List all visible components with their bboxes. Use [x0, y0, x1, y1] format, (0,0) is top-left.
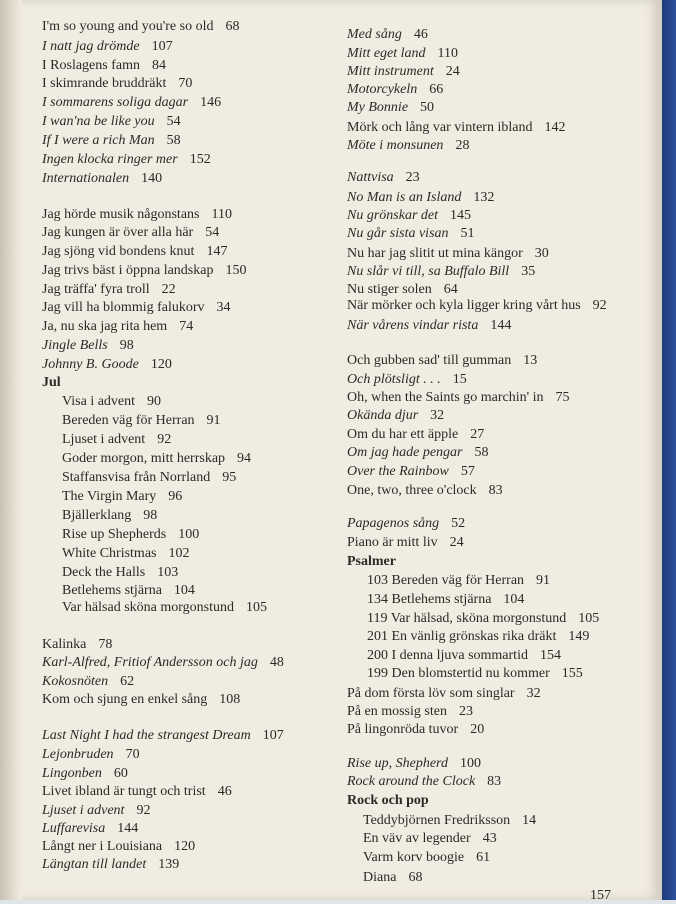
index-entry [367, 591, 524, 609]
index-entry [62, 582, 195, 600]
entry-title: Mitt eget land [347, 46, 426, 61]
entry-title: Om jag hade pengar [347, 445, 463, 460]
entry-page-number: 35 [521, 264, 536, 279]
index-entry [42, 299, 231, 317]
entry-page-number: 92 [136, 803, 151, 818]
entry-page-number: 155 [561, 666, 583, 681]
index-entry [42, 281, 176, 299]
index-entry [62, 564, 178, 582]
entry-title: 103 Bereden väg för Herran [367, 573, 525, 588]
entry-page-number: 91 [206, 413, 221, 428]
index-entry [347, 534, 464, 552]
entry-title: Nu stiger solen [347, 282, 432, 297]
index-entry [347, 703, 473, 721]
entry-title: När mörker och kyla ligger kring vårt hus [347, 298, 581, 313]
entry-page-number: 96 [168, 489, 183, 504]
index-entry [62, 599, 267, 617]
entry-title: Visa i advent [62, 394, 136, 409]
entry-page-number: 46 [217, 784, 232, 799]
entry-page-number: 48 [269, 655, 284, 670]
entry-page-number: 75 [555, 390, 570, 405]
entry-title: The Virgin Mary [62, 489, 157, 504]
index-entry [347, 371, 467, 389]
entry-page-number: 43 [482, 831, 497, 846]
entry-page-number: 22 [161, 282, 176, 297]
entry-title: Mitt instrument [347, 64, 434, 79]
index-entry [62, 507, 157, 525]
entry-title: Och gubben sad' till gumman [347, 353, 512, 368]
entry-title: Goder morgon, mitt herrskap [62, 451, 226, 466]
entry-title: Johnny B. Goode [42, 357, 139, 372]
index-entry [347, 81, 443, 99]
entry-page-number: 27 [470, 427, 485, 442]
entry-title: Var hälsad sköna morgonstund [62, 600, 234, 615]
entry-title: Betlehems stjärna [62, 583, 162, 598]
index-entry [347, 317, 511, 335]
index-entry [42, 654, 284, 672]
entry-page-number: 95 [222, 470, 237, 485]
entry-page-number: 144 [117, 821, 139, 836]
entry-page-number: 30 [534, 246, 549, 261]
index-entry [347, 63, 460, 81]
index-section-heading [347, 553, 396, 571]
index-entry [42, 838, 195, 856]
index-entry [367, 610, 599, 628]
index-entry [42, 243, 227, 261]
index-entry [42, 783, 232, 801]
index-entry [347, 755, 481, 773]
entry-page-number: 32 [430, 408, 445, 423]
entry-title: Varm korv boogie [363, 850, 465, 865]
entry-page-number: 13 [523, 353, 538, 368]
index-entry [42, 224, 219, 242]
entry-title: Mörk och lång var vintern ibland [347, 120, 533, 135]
index-entry [347, 137, 469, 155]
entry-page-number: 149 [568, 629, 590, 644]
index-entry [62, 431, 171, 449]
entry-title: Jag träffa' fyra troll [42, 282, 150, 297]
entry-title: Nu har jag slitit ut mina kängor [347, 246, 523, 261]
index-entry [363, 830, 497, 848]
index-entry [347, 169, 420, 187]
entry-title: Papagenos sång [347, 516, 440, 531]
entry-page-number: 100 [178, 527, 200, 542]
entry-title: Ja, nu ska jag rita hem [42, 319, 168, 334]
entry-title: En väv av legender [363, 831, 471, 846]
index-entry [42, 151, 211, 169]
entry-title: Långt ner i Louisiana [42, 839, 163, 854]
entry-title: Ljuset i advent [62, 432, 146, 447]
index-entry [42, 802, 150, 820]
entry-title: Jag vill ha blommig falukorv [42, 300, 205, 315]
entry-title: Motorcykeln [347, 82, 418, 97]
entry-page-number: 74 [179, 319, 194, 334]
page-number: 157 [590, 888, 611, 903]
index-entry [347, 297, 607, 315]
entry-page-number: 20 [470, 722, 485, 737]
index-entry [62, 412, 221, 430]
entry-title: Jul [42, 375, 61, 390]
entry-title: Kokosnöten [42, 674, 109, 689]
entry-page-number: 139 [158, 857, 180, 872]
entry-title: I skimrande bruddräkt [42, 76, 167, 91]
entry-title: I sommarens soliga dagar [42, 95, 189, 110]
entry-title: I wan'na be like you [42, 114, 155, 129]
index-entry [363, 869, 422, 887]
index-section-heading [42, 374, 61, 392]
index-entry [62, 488, 182, 506]
entry-page-number: 91 [536, 573, 551, 588]
entry-page-number: 92 [157, 432, 172, 447]
index-entry [62, 469, 236, 487]
entry-page-number: 94 [237, 451, 252, 466]
entry-title: På dom första löv som singlar [347, 686, 515, 701]
entry-page-number: 120 [174, 839, 196, 854]
entry-page-number: 66 [429, 82, 444, 97]
entry-title: Piano är mitt liv [347, 535, 438, 550]
entry-page-number: 46 [413, 27, 428, 42]
entry-title: Nu slår vi till, sa Buffalo Bill [347, 264, 510, 279]
entry-title: Och plötsligt . . . [347, 372, 441, 387]
entry-page-number: 146 [200, 95, 222, 110]
entry-title: Karl-Alfred, Fritiof Andersson och jag [42, 655, 258, 670]
index-entry [42, 727, 284, 745]
entry-page-number: 68 [408, 870, 423, 885]
index-entry [347, 407, 444, 425]
entry-title: Luffarevisa [42, 821, 106, 836]
index-entry [42, 57, 166, 75]
index-entry [42, 636, 112, 654]
entry-page-number: 32 [526, 686, 541, 701]
entry-title: Jag hörde musik någonstans [42, 207, 200, 222]
entry-title: I Roslagens famn [42, 58, 140, 73]
entry-page-number: 142 [544, 120, 566, 135]
entry-title: Möte i monsunen [347, 138, 444, 153]
entry-title: Nu grönskar det [347, 208, 438, 223]
entry-page-number: 62 [120, 674, 135, 689]
entry-page-number: 147 [206, 244, 228, 259]
index-entry [347, 26, 428, 44]
entry-title: Nu går sista visan [347, 226, 449, 241]
entry-title: Med sång [347, 27, 402, 42]
entry-title: Oh, when the Saints go marchin' in [347, 390, 544, 405]
entry-title: Kalinka [42, 637, 87, 652]
entry-title: Ljuset i advent [42, 803, 125, 818]
index-entry [347, 207, 471, 225]
entry-page-number: 50 [420, 100, 435, 115]
entry-page-number: 104 [503, 592, 525, 607]
entry-title: Jag sjöng vid bondens knut [42, 244, 195, 259]
entry-title: 119 Var hälsad, sköna morgonstund [367, 611, 567, 626]
index-entry [367, 647, 561, 665]
entry-page-number: 83 [488, 483, 503, 498]
entry-title: Längtan till landet [42, 857, 147, 872]
entry-page-number: 58 [166, 133, 181, 148]
entry-page-number: 70 [125, 747, 140, 762]
entry-title: Deck the Halls [62, 565, 146, 580]
entry-page-number: 14 [522, 813, 537, 828]
entry-title: Om du har ett äpple [347, 427, 459, 442]
entry-title: 200 I denna ljuva sommartid [367, 648, 528, 663]
index-entry [42, 856, 179, 874]
entry-title: Rock och pop [347, 793, 429, 808]
index-entry [347, 245, 549, 263]
index-entry [363, 849, 490, 867]
entry-page-number: 15 [452, 372, 467, 387]
index-entry [62, 545, 190, 563]
index-entry [347, 389, 570, 407]
index-entry [347, 426, 484, 444]
entry-page-number: 34 [216, 300, 231, 315]
index-entry [42, 170, 162, 188]
entry-page-number: 152 [189, 152, 211, 167]
entry-title: Okända djur [347, 408, 419, 423]
index-entry [347, 463, 475, 481]
index-entry [62, 393, 161, 411]
entry-title: If I were a rich Man [42, 133, 155, 148]
entry-page-number: 98 [143, 508, 158, 523]
entry-title: I'm so young and you're so old [42, 19, 214, 34]
entry-title: 201 En vänlig grönskas rika dräkt [367, 629, 557, 644]
entry-title: När vårens vindar rista [347, 318, 479, 333]
entry-page-number: 110 [437, 46, 459, 61]
index-entry [42, 132, 181, 150]
index-entry [347, 99, 434, 117]
entry-page-number: 61 [476, 850, 491, 865]
entry-title: Psalmer [347, 554, 396, 569]
entry-title: My Bonnie [347, 100, 409, 115]
entry-title: Staffansvisa från Norrland [62, 470, 211, 485]
index-entry [347, 263, 535, 281]
index-entry [347, 352, 537, 370]
entry-title: Internationalen [42, 171, 130, 186]
entry-page-number: 98 [119, 338, 134, 353]
index-entry [347, 773, 501, 791]
entry-page-number: 107 [151, 39, 173, 54]
entry-page-number: 107 [262, 728, 284, 743]
index-entry [367, 572, 550, 590]
index-entry [347, 721, 484, 739]
entry-title: No Man is an Island [347, 190, 462, 205]
entry-title: Diana [363, 870, 397, 885]
index-entry [42, 673, 134, 691]
entry-title: Livet ibland är tungt och trist [42, 784, 206, 799]
index-entry [347, 119, 565, 137]
entry-title: Nattvisa [347, 170, 394, 185]
entry-page-number: 24 [445, 64, 460, 79]
index-entry [42, 318, 193, 336]
entry-page-number: 105 [578, 611, 600, 626]
entry-page-number: 144 [490, 318, 512, 333]
index-entry [42, 337, 134, 355]
entry-page-number: 102 [168, 546, 190, 561]
index-entry [42, 746, 140, 764]
index-entry [363, 812, 536, 830]
entry-page-number: 58 [474, 445, 489, 460]
entry-title: Kom och sjung en enkel sång [42, 692, 208, 707]
entry-title: Jingle Bells [42, 338, 108, 353]
entry-page-number: 90 [147, 394, 162, 409]
entry-page-number: 83 [487, 774, 502, 789]
entry-title: I natt jag drömde [42, 39, 140, 54]
entry-title: På en mossig sten [347, 704, 447, 719]
entry-title: Over the Rainbow [347, 464, 449, 479]
index-entry [347, 225, 475, 243]
index-entry [42, 262, 246, 280]
entry-page-number: 120 [150, 357, 172, 372]
entry-page-number: 68 [225, 19, 240, 34]
entry-page-number: 105 [246, 600, 267, 615]
entry-title: 134 Betlehems stjärna [367, 592, 492, 607]
page-binding [0, 0, 22, 900]
entry-title: White Christmas [62, 546, 157, 561]
index-entry [347, 444, 489, 462]
entry-page-number: 103 [157, 565, 179, 580]
entry-page-number: 54 [166, 114, 181, 129]
entry-page-number: 23 [458, 704, 473, 719]
index-entry [347, 482, 503, 500]
index-entry [42, 765, 128, 783]
book-cover-edge [662, 0, 676, 900]
entry-title: 199 Den blomstertid nu kommer [367, 666, 550, 681]
index-entry [347, 515, 465, 533]
index-entry [42, 113, 181, 131]
entry-title: På lingonröda tuvor [347, 722, 459, 737]
entry-page-number: 108 [219, 692, 241, 707]
index-section-heading [347, 792, 429, 810]
entry-page-number: 100 [459, 756, 481, 771]
entry-page-number: 84 [151, 58, 166, 73]
entry-title: Bereden väg för Herran [62, 413, 195, 428]
index-entry [367, 665, 583, 683]
index-entry [347, 189, 494, 207]
index-entry [42, 75, 192, 93]
entry-page-number: 57 [460, 464, 475, 479]
entry-page-number: 78 [98, 637, 113, 652]
index-entry [42, 356, 172, 374]
entry-page-number: 51 [460, 226, 475, 241]
entry-title: Jag trivs bäst i öppna landskap [42, 263, 214, 278]
entry-page-number: 150 [225, 263, 247, 278]
index-entry [42, 206, 232, 224]
index-entry [62, 526, 199, 544]
entry-page-number: 140 [141, 171, 163, 186]
entry-title: Rise up Shepherds [62, 527, 167, 542]
index-entry [367, 628, 589, 646]
entry-page-number: 60 [113, 766, 128, 781]
index-entry [42, 18, 239, 36]
index-entry [347, 685, 541, 703]
index-entry [62, 450, 251, 468]
index-entry [42, 820, 138, 838]
index-entry [42, 94, 221, 112]
entry-page-number: 23 [405, 170, 420, 185]
entry-page-number: 70 [178, 76, 193, 91]
entry-page-number: 54 [205, 225, 220, 240]
entry-title: Jag kungen är över alla här [42, 225, 194, 240]
entry-page-number: 28 [455, 138, 470, 153]
entry-title: Teddybjörnen Fredriksson [363, 813, 511, 828]
entry-page-number: 154 [539, 648, 561, 663]
entry-title: Lingonben [42, 766, 102, 781]
entry-page-number: 145 [450, 208, 471, 223]
index-entry [347, 45, 458, 63]
entry-page-number: 24 [449, 535, 464, 550]
entry-title: One, two, three o'clock [347, 483, 477, 498]
entry-page-number: 104 [173, 583, 195, 598]
entry-page-number: 52 [451, 516, 466, 531]
entry-title: Rock around the Clock [347, 774, 476, 789]
entry-title: Rise up, Shepherd [347, 756, 448, 771]
index-entry [42, 691, 240, 709]
entry-page-number: 110 [211, 207, 232, 222]
entry-page-number: 92 [592, 298, 607, 313]
entry-title: Last Night I had the strangest Dream [42, 728, 251, 743]
entry-title: Lejonbruden [42, 747, 114, 762]
entry-page-number: 64 [443, 282, 458, 297]
index-entry [42, 38, 173, 56]
entry-title: Bjällerklang [62, 508, 132, 523]
entry-title: Ingen klocka ringer mer [42, 152, 178, 167]
entry-page-number: 132 [473, 190, 495, 205]
